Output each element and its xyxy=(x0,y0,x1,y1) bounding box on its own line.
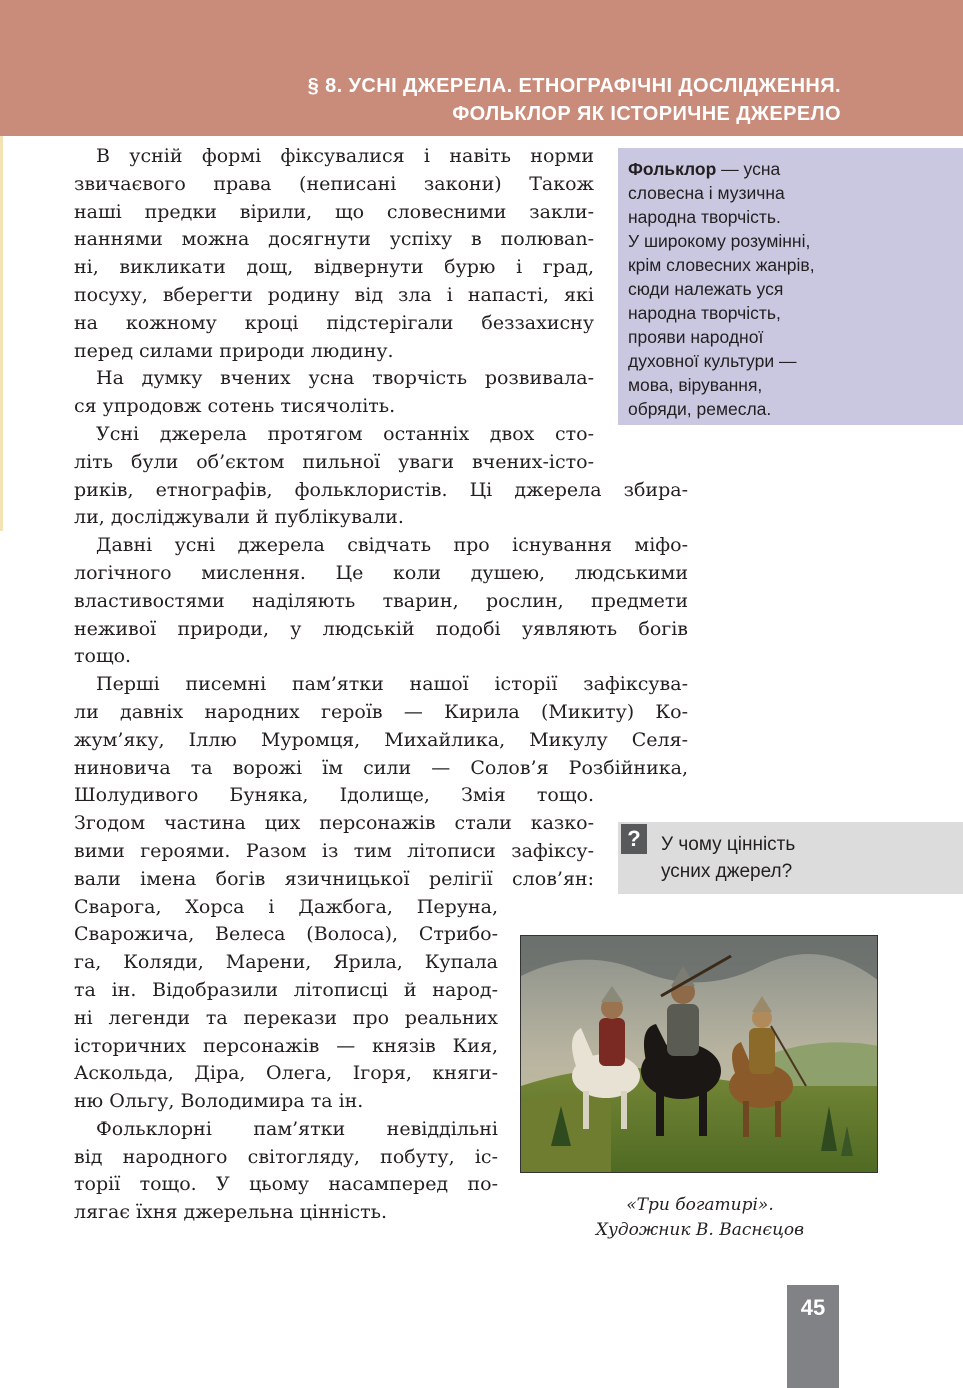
definition-line: народна творчість. xyxy=(628,207,781,227)
text-line: Аскольда, Діра, Олега, Ігоря, княги- xyxy=(74,1062,498,1085)
text-line: Фольклорні пам’ятки невіддільні xyxy=(96,1117,498,1140)
painting-image xyxy=(520,935,878,1173)
text-line: ні легенди та перекази про реальних xyxy=(74,1006,498,1029)
text-line: лягає їхня джерельна цінність. xyxy=(74,1201,388,1224)
figure-caption xyxy=(560,1193,840,1243)
definition-term: Фольклор xyxy=(628,159,717,179)
text-line: риків, етнографів, фольклористів. Ці джерела збира- xyxy=(74,478,688,501)
text-line: ні, викликати дощ, відвернути бурю і град, xyxy=(74,256,594,279)
text-line: на кожному кроці підстерігали беззахисну xyxy=(74,311,594,334)
text-line: тощо. xyxy=(74,645,132,668)
text-line: ниновича та ворожі їм сили — Солов’я Розбійника, xyxy=(74,756,688,779)
painting-illustration xyxy=(521,936,878,1173)
definition-line: сюди належать уся xyxy=(628,279,784,299)
text-line: посуху, вберегти родину від зла і напасті, які xyxy=(74,283,594,306)
chapter-header xyxy=(0,0,963,136)
definition-box xyxy=(618,148,963,425)
text-line: ли, досліджували й публікували. xyxy=(74,506,404,529)
text-line: вали імена богів язичницької релігії слов’ян: xyxy=(74,867,594,890)
question-line: усних джерел? xyxy=(661,861,793,882)
page-number: 45 xyxy=(800,1295,826,1320)
text-line: історичних персонажів — князів Кия, xyxy=(74,1034,498,1057)
caption-line: Художник В. Васнєцов xyxy=(595,1220,805,1240)
definition-line: словесна і музична xyxy=(628,183,785,203)
text-line: ню Ольгу, Володимира та ін. xyxy=(74,1090,364,1113)
text-line: властивостями наділяють тварин, рослин, предмети xyxy=(74,589,688,612)
question-box xyxy=(618,822,963,894)
definition-text xyxy=(628,157,815,421)
chapter-title-line-2: ФОЛЬКЛОР ЯК ІСТОРИЧНЕ ДЖЕРЕЛО xyxy=(452,103,841,125)
definition-line-rest: — усна xyxy=(716,159,781,179)
text-line: Перші писемні пам’ятки нашої історії зафіксува- xyxy=(96,673,688,696)
text-line: від народного світогляду, побуту, іс- xyxy=(74,1145,498,1168)
text-line: логічного мислення. Це коли душею, людськими xyxy=(74,561,688,584)
text-line: Шолудивого Буняка, Ідолище, Змія тощо. xyxy=(74,784,594,807)
text-line: Давні усні джерела свідчать про існування міфо- xyxy=(96,534,688,557)
margin-rule xyxy=(0,136,3,531)
text-line: наннями можна досягнути успіху в полювan- xyxy=(74,228,594,251)
definition-line: народна творчість, xyxy=(628,303,781,323)
chapter-title-line-1: § 8. УСНІ ДЖЕРЕЛА. ЕТНОГРАФІЧНІ ДОСЛІДЖЕННЯ. xyxy=(307,75,841,97)
definition-line xyxy=(628,157,815,181)
text-line: ли давніх народних героїв — Кирила (Микиту) Ко- xyxy=(74,700,688,723)
text-line: В усній формі фіксувалися і навіть норми xyxy=(96,145,594,167)
text-line: торії тощо. У цьому насамперед по- xyxy=(74,1173,498,1196)
text-line: Сварога, Хорса і Дажбога, Перуна, xyxy=(74,895,498,918)
question-mark-icon: ? xyxy=(621,824,647,854)
text-line: га, Коляди, Марени, Ярила, Купала xyxy=(74,951,498,974)
text-line: На думку вчених усна творчість розвивала- xyxy=(96,367,594,390)
text-line: та ін. Відобразили літописці й народ- xyxy=(74,978,498,1001)
text-line: ся упродовж сотень тисячоліть. xyxy=(74,395,396,418)
text-line: неживої природи, у людській подобі уявляють богів xyxy=(74,617,688,640)
caption-line: «Три богатирі». xyxy=(626,1195,774,1215)
text-line: літь були об’єктом пильної уваги вчених-істо- xyxy=(74,450,594,473)
page-number-tab xyxy=(787,1285,839,1388)
text-line: Сварожича, Велеса (Волоса), Стрибо- xyxy=(74,923,498,946)
text-line: перед силами природи людину. xyxy=(74,339,394,362)
text-line: наші предки вірили, що словесними закли- xyxy=(74,200,594,223)
text-line: звичаєвого права (неписані закони) Також xyxy=(74,172,594,195)
text-line: Усні джерела протягом останніх двох сто- xyxy=(96,422,594,445)
text-line: вими героями. Разом із тим літописи зафіксу- xyxy=(74,839,594,862)
definition-line: мова, вірування, xyxy=(628,375,763,395)
definition-line: крім словесних жанрів, xyxy=(628,255,815,275)
definition-line: обряди, ремесла. xyxy=(628,399,772,419)
text-line: Згодом частина цих персонажів стали казко- xyxy=(74,812,594,835)
definition-line: У широкому розумінні, xyxy=(628,231,811,251)
question-text xyxy=(661,831,795,885)
definition-line: духовної культури — xyxy=(628,351,797,371)
question-line: У чому цінність xyxy=(661,834,796,855)
text-line: жум’яку, Іллю Муромця, Михайлика, Микулу Селя- xyxy=(74,728,688,751)
definition-line: прояви народної xyxy=(628,327,764,347)
